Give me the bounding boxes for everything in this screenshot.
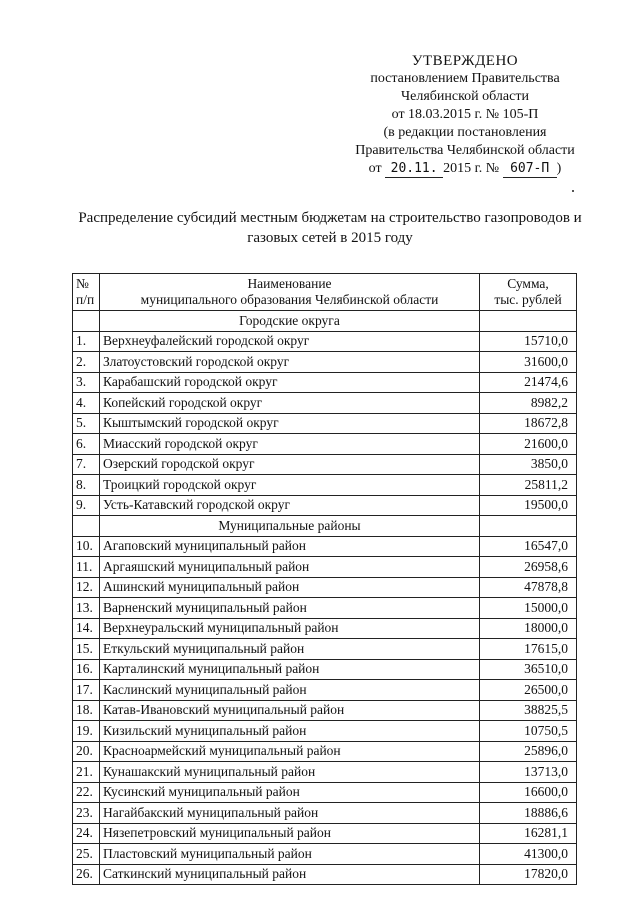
approval-line-6-prefix: от bbox=[368, 161, 382, 176]
section-row-municipal-districts bbox=[73, 516, 577, 537]
table-row: 16. Карталинский муниципальный район 36510,0 bbox=[73, 659, 577, 680]
table-row: 11. Аргаяшский муниципальный район 26958,6 bbox=[73, 557, 577, 578]
table-row: 17. Каслинский муниципальный район 26500,0 bbox=[73, 680, 577, 701]
table-row: 24. Нязепетровский муниципальный район 16281,1 bbox=[73, 823, 577, 844]
table-row: 25. Пластовский муниципальный район 41300,0 bbox=[73, 844, 577, 865]
approval-line-5: Правительства Челябинской области bbox=[355, 143, 575, 158]
table-row: 26. Саткинский муниципальный район 17820,0 bbox=[73, 864, 577, 885]
table-row: 1. Верхнеуфалейский городской округ 15710,0 bbox=[73, 331, 577, 352]
header-name bbox=[100, 274, 480, 311]
table-row: 2. Златоустовский городской округ 31600,0 bbox=[73, 352, 577, 373]
table-row: 6. Миасский городской округ 21600,0 bbox=[73, 434, 577, 455]
approval-line-4: (в редакции постановления bbox=[383, 125, 547, 140]
handwritten-date: 20.11. bbox=[385, 161, 443, 178]
section-row-urban-districts bbox=[73, 311, 577, 332]
header-num-line-1: № bbox=[76, 276, 89, 291]
table-row: 15. Еткульский муниципальный район 17615,0 bbox=[73, 639, 577, 660]
table-row: 8. Троицкий городской округ 25811,2 bbox=[73, 475, 577, 496]
header-sum bbox=[480, 274, 577, 311]
table-row: 10. Агаповский муниципальный район 16547,0 bbox=[73, 536, 577, 557]
approval-line-1: постановлением Правительства bbox=[370, 71, 560, 86]
table-row: 18. Катав-Ивановский муниципальный район 38825,5 bbox=[73, 700, 577, 721]
table-row: 19. Кизильский муниципальный район 10750,5 bbox=[73, 721, 577, 742]
table-row: 20. Красноармейский муниципальный район 25896,0 bbox=[73, 741, 577, 762]
scan-speck bbox=[572, 190, 574, 192]
approval-line-6-suffix: ) bbox=[556, 161, 562, 176]
header-sum-line-2: тыс. рублей bbox=[494, 292, 562, 307]
table-row: 12. Ашинский муниципальный район 47878,8 bbox=[73, 577, 577, 598]
approval-title: УТВЕРЖДЕНО bbox=[411, 53, 519, 69]
approval-line-3: от 18.03.2015 г. № 105-П bbox=[391, 107, 539, 122]
header-sum-line-1: Сумма, bbox=[507, 276, 549, 291]
table-header-row bbox=[73, 274, 577, 311]
table-row: 4. Копейский городской округ 8982,2 bbox=[73, 393, 577, 414]
table-row: 21. Кунашакский муниципальный район 13713,0 bbox=[73, 762, 577, 783]
section-title: Муниципальные районы bbox=[100, 516, 480, 537]
approval-stamp bbox=[330, 52, 600, 178]
table-row: 13. Варненский муниципальный район 15000,0 bbox=[73, 598, 577, 619]
approval-line-6-mid: 2015 г. № bbox=[443, 161, 500, 176]
handwritten-number: 607-П bbox=[503, 161, 557, 178]
table-row: 3. Карабашский городской округ 21474,6 bbox=[73, 372, 577, 393]
table-row: 22. Кусинский муниципальный район 16600,0 bbox=[73, 782, 577, 803]
table-row: 23. Нагайбакский муниципальный район 18886,6 bbox=[73, 803, 577, 824]
header-name-line-2: муниципального образования Челябинской области bbox=[140, 292, 439, 307]
approval-line-6 bbox=[330, 160, 600, 178]
header-num bbox=[73, 274, 100, 311]
table-row: 14. Верхнеуральский муниципальный район 18000,0 bbox=[73, 618, 577, 639]
subsidy-table bbox=[72, 273, 577, 885]
section-title: Городские округа bbox=[100, 311, 480, 332]
table-row: 7. Озерский городской округ 3850,0 bbox=[73, 454, 577, 475]
table-row: 9. Усть-Катавский городской округ 19500,0 bbox=[73, 495, 577, 516]
header-name-line-1: Наименование bbox=[247, 276, 332, 291]
table-row: 5. Кыштымский городской округ 18672,8 bbox=[73, 413, 577, 434]
document-title: Распределение субсидий местным бюджетам на строительство газопроводов и газовых сетей в 2015 году bbox=[78, 210, 582, 246]
approval-line-2: Челябинской области bbox=[401, 89, 529, 104]
header-num-line-2: п/п bbox=[76, 292, 95, 307]
